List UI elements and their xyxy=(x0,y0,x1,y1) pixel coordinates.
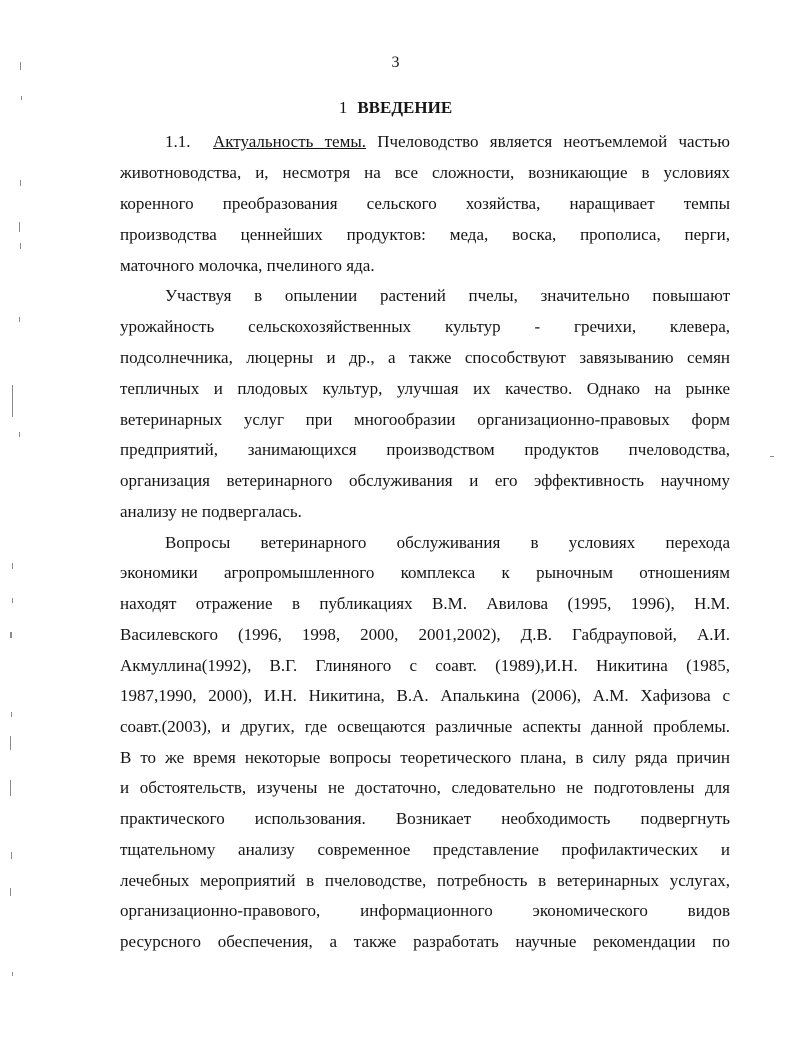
text-line: В то же время некоторые вопросы теоретического плана, в силу ряда причин xyxy=(120,748,730,767)
text-line: экономики агропромышленного комплекса к рыночным отношениям xyxy=(120,563,730,582)
text-line: практического использования. Возникает необходимость подвергнуть xyxy=(120,809,730,828)
text-line: маточного молочка, пчелиного яда. xyxy=(120,256,375,275)
scan-mark xyxy=(19,317,20,322)
text-line: лечебных мероприятий в пчеловодстве, потребность в ветеринарных услугах, xyxy=(120,871,730,890)
heading-title: ВВЕДЕНИЕ xyxy=(357,98,453,117)
scan-mark xyxy=(20,62,21,70)
text-line: ветеринарных услуг при многообразии организационно-правовых форм xyxy=(120,410,730,429)
section-heading xyxy=(0,98,791,118)
text-line: соавт.(2003), и других, где освещаются различные аспекты данной проблемы. xyxy=(120,717,730,736)
scan-mark xyxy=(12,972,13,976)
text-line: тщательному анализу современное представление профилактических и xyxy=(120,840,730,859)
scan-mark xyxy=(11,852,12,859)
text-line: организационно-правового, информационного экономического видов xyxy=(120,901,730,920)
text-line: тепличных и плодовых культур, улучшая их качество. Однако на рынке xyxy=(120,379,730,398)
text-line xyxy=(165,132,730,152)
scan-mark xyxy=(10,888,11,896)
text-line: подсолнечника, люцерны и др., а также способствуют завязыванию семян xyxy=(120,348,730,367)
text-line: производства ценнейших продуктов: меда, воска, прополиса, перги, xyxy=(120,225,730,244)
subsection-number: 1.1. xyxy=(165,132,191,151)
page-number: 3 xyxy=(391,54,400,71)
scan-mark xyxy=(19,222,20,232)
text-line: организация ветеринарного обслуживания и его эффективность научному xyxy=(120,471,730,490)
scan-mark xyxy=(12,563,13,569)
heading-number: 1 xyxy=(338,98,348,117)
scan-mark xyxy=(12,598,13,603)
text-line: анализу не подвергалась. xyxy=(120,502,302,521)
scan-mark xyxy=(10,632,12,638)
scan-mark xyxy=(12,385,13,417)
scan-mark xyxy=(10,780,11,796)
text-line: находят отражение в публикациях В.М. Авилова (1995, 1996), Н.М. xyxy=(120,594,730,613)
text-line: ресурсного обеспечения, а также разработать научные рекомендации по xyxy=(120,932,730,951)
text-line: и обстоятельств, изучены не достаточно, следовательно не подготовлены для xyxy=(120,778,730,797)
text-line-content: Пчеловодство является неотъемлемой частью xyxy=(377,132,730,151)
text-line: коренного преобразования сельского хозяйства, наращивает темпы xyxy=(120,194,730,213)
subsection-title: Актуальность темы. xyxy=(212,132,367,151)
scan-mark xyxy=(20,180,21,186)
text-line: животноводства, и, несмотря на все сложности, возникающие в условиях xyxy=(120,163,730,182)
scan-mark xyxy=(770,456,774,457)
text-line: 1987,1990, 2000), И.Н. Никитина, В.А. Апалькина (2006), А.М. Хафизова с xyxy=(120,686,730,705)
text-line: предприятий, занимающихся производством продуктов пчеловодства, xyxy=(120,440,730,459)
scan-mark xyxy=(20,243,21,249)
text-line: Вопросы ветеринарного обслуживания в условиях перехода xyxy=(165,533,730,552)
text-line: Василевского (1996, 1998, 2000, 2001,2002), Д.В. Габдрауповой, А.И. xyxy=(120,625,730,644)
scan-mark xyxy=(11,712,12,717)
scan-mark xyxy=(19,432,20,437)
text-line: Акмуллина(1992), В.Г. Глиняного с соавт. (1989),И.Н. Никитина (1985, xyxy=(120,656,730,675)
text-line: урожайность сельскохозяйственных культур - гречихи, клевера, xyxy=(120,317,730,336)
scan-mark xyxy=(21,96,22,100)
text-line: Участвуя в опылении растений пчелы, значительно повышают xyxy=(165,286,730,305)
scan-mark xyxy=(10,736,11,750)
